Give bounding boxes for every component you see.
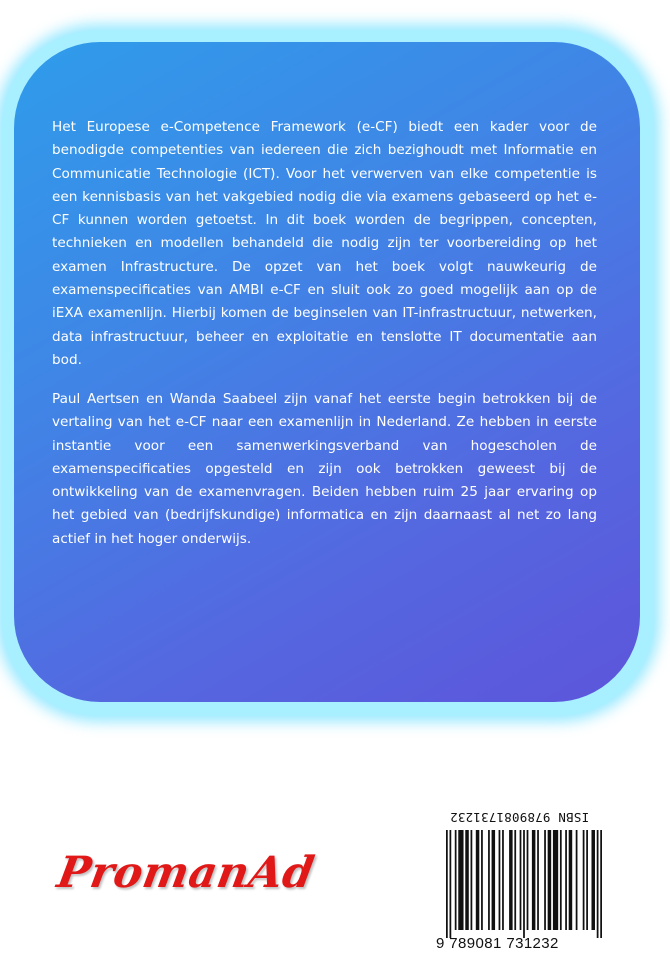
- barcode-bar: [520, 830, 522, 930]
- isbn-label: ISBN 9789081731232: [450, 810, 590, 825]
- barcode-bar: [502, 830, 504, 930]
- blurb-paragraph-authors: Paul Aertsen en Wanda Saabeel zijn vanaf het eerste begin betrokken bij de vertaling van het e-CF naar een examenlijn in Nederland. Ze hebben in eerste instantie voor een samenwerkingsverband van hogescholen de examenspecificaties opgesteld en zijn ook betrokken geweest bij de ontwikkeling van de examenvragen. Beiden hebben ruim 25 jaar ervaring op het gebied van (bedrijfskundige) informatica en zijn daarnaast al net zo lang actief in het hoger onderwijs.: [52, 391, 597, 547]
- barcode-bar: [597, 830, 599, 938]
- barcode-bar: [476, 830, 480, 930]
- blurb-paragraph-book: Het Europese e-Competence Framework (e-CF) biedt een kader voor de benodigde competenties van iedereen die zich bezighoudt met Informatie en Communicatie Technologie (ICT). Voor het verwerven van elke competentie is een kennisbasis van het vakgebied nodig die via examens gebaseerd op het e-CF kunnen worden getoetst. In dit boek worden de begrippen, concepten, technieken en modellen behandeld die nodig zijn ter voorbereiding op het examen Infrastructure. De opzet van het boek volgt nauwkeurig de examenspecificaties van AMBI e-CF en sluit ook zo goed mogelijk aan op de iEXA examenlijn. Hierbij komen de beginselen van IT-infrastructuur, netwerken, data infrastructuur, beheer en exploitatie en tenslotte IT documentatie aan bod.: [52, 119, 597, 368]
- barcode-bar: [450, 830, 452, 938]
- isbn-digits: 9 789081 731232: [436, 935, 559, 952]
- barcode-bar: [465, 830, 469, 930]
- barcode-bar: [488, 830, 490, 930]
- barcode-bar: [569, 830, 573, 930]
- publisher-logo: PromanAd: [53, 848, 319, 898]
- barcode-bar: [446, 830, 448, 938]
- barcode-bar: [600, 830, 602, 938]
- barcode-bar: [471, 830, 473, 930]
- barcode-bar: [583, 830, 585, 930]
- barcode-bar: [553, 830, 558, 930]
- barcode-bar: [576, 830, 578, 930]
- barcode-bar: [523, 830, 525, 938]
- barcode-bar: [565, 830, 567, 930]
- barcode-bar: [544, 830, 546, 930]
- barcode-bar: [527, 830, 529, 930]
- barcode-bar: [499, 830, 501, 930]
- barcode-bar: [509, 830, 513, 930]
- barcode-bar: [591, 830, 595, 930]
- barcode-bar: [514, 830, 516, 930]
- barcode-bar: [560, 830, 562, 930]
- barcode-bar: [455, 830, 457, 930]
- barcode-bar: [492, 830, 496, 930]
- barcode-bar: [481, 830, 483, 930]
- barcode-bar: [548, 830, 552, 930]
- barcode-bars: [446, 830, 602, 938]
- barcode-bar: [537, 830, 539, 930]
- barcode-bar: [532, 830, 536, 930]
- barcode-bar: [458, 830, 463, 930]
- barcode-bar: [586, 830, 588, 930]
